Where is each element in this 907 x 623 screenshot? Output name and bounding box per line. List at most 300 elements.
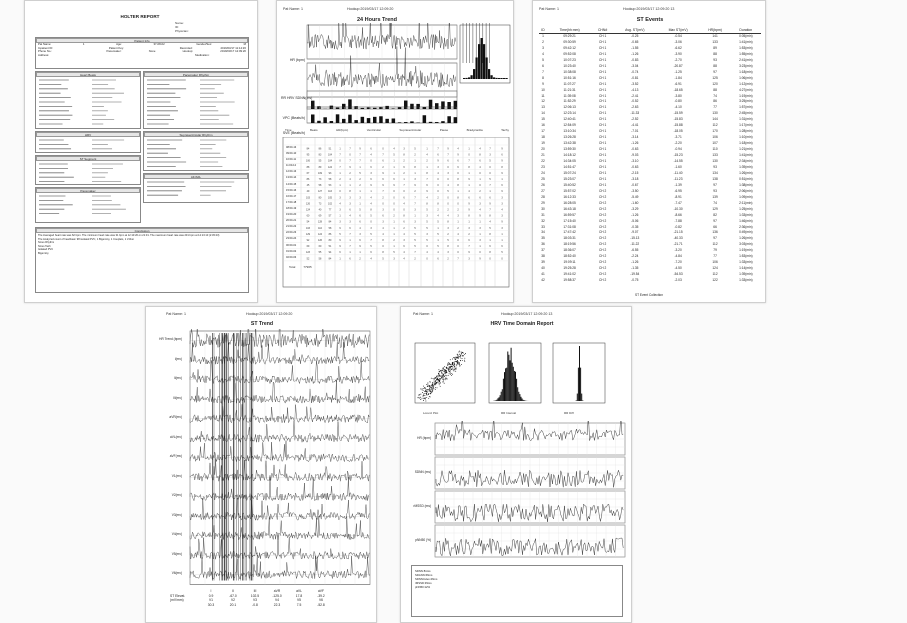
lorenz-point <box>454 363 455 364</box>
table-cell: 6 <box>393 178 395 181</box>
table-cell: 69 <box>318 214 322 218</box>
st-event-cell: 32 <box>541 218 545 223</box>
table-cell: 1 <box>359 165 361 169</box>
heart-beats-box <box>35 71 141 129</box>
st-event-cell: -3.10 <box>631 159 639 164</box>
lorenz-point <box>428 394 429 395</box>
st-event-cell: CH 2 <box>598 224 607 229</box>
st-event-cell: -0.80 <box>674 99 682 104</box>
trend-bar <box>373 108 377 109</box>
lorenz-point <box>427 386 428 387</box>
st-event-row[interactable] <box>539 278 761 284</box>
col-time: Time <box>285 128 292 132</box>
table-cell: 0 <box>437 178 439 181</box>
supraventricular-lines <box>144 137 250 171</box>
st-event-cell: 18:52:40 <box>563 254 576 259</box>
st-event-cell: 1:21(min) <box>739 147 753 152</box>
lorenz-point <box>455 369 456 370</box>
lorenz-point <box>428 393 429 394</box>
lorenz-point <box>430 391 431 392</box>
st-event-cell: -0.75 <box>631 278 639 283</box>
st-event-cell: 3:03(min) <box>739 242 753 247</box>
table-cell: 8 <box>370 208 372 212</box>
st-event-cell: 2:36(min) <box>739 224 753 229</box>
table-cell: 55 <box>318 159 322 163</box>
lorenz-point <box>443 369 444 370</box>
st-event-cell: 3:23(min) <box>739 63 753 68</box>
st-event-cell: -2.24 <box>631 254 639 259</box>
hookup-label: Hookup:2019/03/17 12:09:20 13 <box>501 312 553 316</box>
st-lead-trace <box>190 342 369 364</box>
st-event-cell: 20 <box>541 147 545 152</box>
lorenz-point <box>429 381 430 382</box>
patient-info-rows <box>36 43 248 57</box>
st-event-cell: 15:57:02 <box>563 188 576 193</box>
lorenz-point <box>423 396 424 397</box>
st-event-cell: CH 2 <box>598 272 607 277</box>
st-event-cell: 10:38:08 <box>563 69 576 74</box>
st-event-cell: 24 <box>541 170 545 175</box>
table-cell: 8 <box>349 190 351 194</box>
st-lead-label: V2(mv) <box>171 493 182 497</box>
stat-cell: V1 <box>208 598 214 603</box>
patient-cell: Gender/Sex: <box>196 42 213 46</box>
table-cell: 7 <box>426 178 428 181</box>
table-cell: 8 <box>479 153 481 157</box>
lorenz-point <box>436 382 437 383</box>
histogram-bar <box>498 78 500 79</box>
table-cell: 60 <box>318 245 322 249</box>
lorenz-point <box>455 359 456 360</box>
lorenz-point <box>431 388 432 389</box>
hookup-label: Hookup:2019/03/17 12:09:20 13 <box>623 7 675 11</box>
lorenz-point <box>450 374 451 375</box>
hrv-distribution-charts <box>401 329 632 424</box>
st-event-cell: 14:18:12 <box>563 153 576 158</box>
st-event-cell: 4:27(min) <box>739 87 753 92</box>
stat-cell: III <box>253 589 257 593</box>
st-event-cell: 77 <box>713 254 717 259</box>
lorenz-point <box>462 352 463 353</box>
trend-time-cell: 09:00-10 <box>286 152 297 156</box>
st-event-cell: 130 <box>712 111 718 116</box>
trend-time-cell: 19:00-20 <box>286 213 297 217</box>
table-cell: 9 <box>349 165 351 169</box>
table-cell: 3 <box>349 220 351 224</box>
trend-bar <box>317 121 321 123</box>
lorenz-point <box>419 398 420 399</box>
table-cell: 2 <box>403 159 405 163</box>
st-event-cell: -7.47 <box>674 200 682 205</box>
stat-cell: V6 <box>318 598 324 603</box>
hrv-trace <box>436 538 623 556</box>
st-event-cell: 11:52:29 <box>563 99 576 104</box>
st-event-cell: -6.55 <box>631 248 639 253</box>
trend-24h-title: 24 Hours Trend <box>356 17 398 23</box>
lorenz-point <box>427 384 428 385</box>
rr-interval-bar <box>510 360 511 401</box>
trend-bar <box>348 99 352 109</box>
table-cell: 2 <box>447 257 449 261</box>
lorenz-point <box>463 353 464 354</box>
hrv-box <box>35 131 141 153</box>
st-event-cell: 16 <box>541 123 545 128</box>
histogram-bar <box>496 78 498 79</box>
table-cell: 6 <box>370 251 372 255</box>
table-cell: 1 <box>359 251 361 255</box>
lorenz-point <box>439 375 440 376</box>
lorenz-point <box>464 361 465 362</box>
st-event-cell: 18:36:07 <box>563 248 576 253</box>
st-event-cell: 66 <box>713 224 717 229</box>
table-cell: 8 <box>501 165 503 169</box>
st-event-cell: 1:46(min) <box>739 218 753 223</box>
lorenz-point <box>438 373 439 374</box>
st-segment-header: ST Segment <box>36 156 140 161</box>
st-event-cell: -0.74 <box>631 69 639 74</box>
st-event-cell: 12:40:41 <box>563 117 576 122</box>
table-cell: 4 <box>468 190 470 194</box>
st-event-cell: 9 <box>542 81 544 86</box>
st-event-cell: 1:26(min) <box>739 170 753 175</box>
table-cell: 86 <box>306 178 310 181</box>
rr-interval-bar <box>524 400 525 401</box>
lorenz-point <box>435 377 436 378</box>
lorenz-point <box>430 390 431 391</box>
rr-interval-bar <box>505 368 506 401</box>
lorenz-point <box>431 385 432 386</box>
table-cell: 2 <box>382 196 384 200</box>
af-lines <box>144 179 250 203</box>
st-event-cell: 42 <box>541 278 545 283</box>
table-cell: 1 <box>489 239 491 242</box>
table-cell: 9 <box>393 184 395 188</box>
table-cell: 3 <box>403 239 405 242</box>
table-cell: 2 <box>426 159 428 163</box>
st-event-cell: -3.20 <box>674 248 682 253</box>
lorenz-point <box>433 388 434 389</box>
table-cell: 1 <box>468 220 470 224</box>
lorenz-point <box>433 387 434 388</box>
st-event-cell: 97 <box>713 236 717 241</box>
table-cell: 123 <box>306 251 310 255</box>
st-event-cell: CH 1 <box>598 99 607 104</box>
st-event-cell: 31 <box>541 212 545 217</box>
table-cell: 5 <box>414 239 416 242</box>
trend-bar <box>385 119 389 123</box>
table-cell: 3 <box>403 147 405 151</box>
lorenz-point <box>458 362 459 363</box>
rr-interval-label: RR Interval <box>501 411 517 415</box>
table-cell: 4 <box>370 202 372 206</box>
lorenz-point <box>422 392 423 393</box>
trend-time-cell: 08:00-13 <box>286 146 297 149</box>
table-cell: 4 <box>457 232 459 236</box>
trend-bar <box>435 122 439 123</box>
table-cell: 104 <box>328 159 332 163</box>
st-event-cell: -3.04 <box>631 63 639 68</box>
total-value: 77965 <box>303 265 312 269</box>
lorenz-point <box>420 394 421 395</box>
st-column-header: ID <box>539 27 547 34</box>
trend-bar <box>447 116 451 123</box>
st-event-cell: 17:15:40 <box>563 218 576 223</box>
table-cell: 3 <box>479 239 481 242</box>
trend-bar <box>398 122 402 123</box>
lorenz-point <box>461 352 462 353</box>
st-trend-page[interactable] <box>145 306 377 623</box>
lorenz-point <box>442 373 443 374</box>
stat-row-label <box>170 603 200 608</box>
table-cell: 116 <box>328 190 332 194</box>
lorenz-point <box>433 378 434 379</box>
lorenz-point <box>424 391 425 392</box>
trend-bar <box>423 107 427 109</box>
st-event-cell: -11.40 <box>673 170 683 175</box>
lorenz-point <box>423 398 424 399</box>
table-cell: 6 <box>479 159 481 163</box>
table-cell: 0 <box>489 171 491 175</box>
table-cell: 1 <box>339 214 341 218</box>
st-event-cell: CH 2 <box>598 248 607 253</box>
st-event-cell: 124 <box>712 266 718 271</box>
hrv-lines <box>36 137 142 153</box>
pat-name-label: Pat Name: 1 <box>283 7 303 11</box>
st-event-cell: -1.84 <box>674 75 682 80</box>
hrv-time-domain-page[interactable] <box>400 306 632 623</box>
lorenz-point <box>445 378 446 379</box>
lorenz-point <box>423 395 424 396</box>
stat-cell: V4 <box>274 598 280 603</box>
st-event-cell: 1:38(min) <box>739 182 753 187</box>
lorenz-point <box>443 374 444 375</box>
st-event-cell: -3.80 <box>674 93 682 98</box>
table-cell: 7 <box>414 202 416 206</box>
table-cell: 4 <box>426 196 428 200</box>
table-cell: 58 <box>318 184 322 188</box>
st-event-cell: 1:39(min) <box>739 272 753 277</box>
table-cell: 5 <box>426 208 428 212</box>
st-event-cell: -4.50 <box>674 266 682 271</box>
holter-report-page[interactable] <box>24 0 258 303</box>
lorenz-point <box>458 352 459 353</box>
table-cell: 5 <box>393 251 395 255</box>
table-cell: 4 <box>437 171 439 175</box>
lorenz-point <box>456 367 457 368</box>
table-cell: 9 <box>468 202 470 206</box>
rr-diff-bar <box>578 368 579 401</box>
trend-time-cell: 14:00-15 <box>286 182 297 186</box>
st-event-cell: 1:26(min) <box>739 236 753 241</box>
st-events-body <box>539 34 761 285</box>
histogram-bar <box>488 69 490 79</box>
trend-24h-chart <box>277 23 514 135</box>
st-events-title: ST Events <box>636 17 664 23</box>
table-cell: 86 <box>328 232 332 236</box>
pat-name-label: Pat Name: 1 <box>413 312 433 316</box>
st-event-cell: 5 <box>542 57 544 62</box>
st-event-cell: 4 <box>542 51 544 56</box>
rr-interval-bar <box>514 371 515 401</box>
table-cell: 6 <box>349 257 351 261</box>
st-event-cell: -2.70 <box>674 57 682 62</box>
table-cell: 3 <box>489 153 491 157</box>
table-cell: 77 <box>328 208 332 212</box>
st-event-cell: -21.71 <box>673 242 683 247</box>
lorenz-point <box>457 354 458 355</box>
table-cell: 1 <box>414 171 416 175</box>
rr-diff-bar <box>579 346 580 401</box>
st-event-cell: 37 <box>541 248 545 253</box>
rr-diff-bar <box>580 368 581 401</box>
lorenz-point <box>464 354 465 355</box>
table-cell: 9 <box>339 239 341 242</box>
lorenz-point <box>440 370 441 371</box>
lorenz-point <box>444 373 445 374</box>
st-event-cell: 12 <box>541 99 545 104</box>
table-cell: 93 <box>328 171 332 175</box>
table-cell: 3 <box>349 202 351 206</box>
lorenz-point <box>452 374 453 375</box>
lorenz-point <box>434 384 435 385</box>
table-cell: 6 <box>426 184 428 188</box>
stat-cell: II <box>232 589 234 593</box>
stat-cell: -39.2 <box>317 593 325 598</box>
table-cell: 2 <box>359 178 361 181</box>
trend-time-cell: 20:00-21 <box>286 219 297 223</box>
table-cell: 1 <box>359 190 361 194</box>
rr-interval-bar <box>501 392 502 401</box>
lorenz-point <box>439 381 440 382</box>
st-event-cell: CH 1 <box>598 63 607 68</box>
table-cell: 9 <box>359 147 361 151</box>
table-cell: 3 <box>349 196 351 200</box>
lorenz-point <box>440 379 441 380</box>
lorenz-point <box>432 391 433 392</box>
st-event-cell: -3.14 <box>631 135 639 140</box>
st-event-cell: 1:25(min) <box>739 206 753 211</box>
lorenz-point <box>443 379 444 380</box>
trend-bar <box>367 118 371 123</box>
table-cell: 6 <box>339 251 341 255</box>
st-event-cell: CH 2 <box>598 254 607 259</box>
st-event-cell: CH 2 <box>598 266 607 271</box>
lorenz-point <box>442 370 443 371</box>
lorenz-point <box>459 364 460 365</box>
table-cell: 3 <box>447 251 449 255</box>
table-cell: 8 <box>382 239 384 242</box>
st-event-cell: CH 2 <box>598 278 607 283</box>
trend-24h-page[interactable] <box>276 0 514 303</box>
trend-bar <box>330 121 334 123</box>
st-event-cell: 97 <box>713 218 717 223</box>
st-event-cell: -1.35 <box>631 266 639 271</box>
table-cell: 2 <box>339 178 341 181</box>
table-cell: 103 <box>306 226 310 230</box>
trend-bar <box>311 114 315 123</box>
st-event-cell: -15.83 <box>673 117 683 122</box>
st-lead-label: V5(mv) <box>171 551 182 556</box>
table-cell: 4 <box>359 226 361 230</box>
table-cell: 3 <box>447 171 449 175</box>
table-cell: 4 <box>349 214 351 218</box>
st-lead-label: aVF(mv) <box>169 454 182 458</box>
lorenz-point <box>440 382 441 383</box>
trend-bar <box>311 101 315 109</box>
table-cell: 3 <box>468 257 470 261</box>
st-event-cell: 88 <box>713 87 717 92</box>
lorenz-point <box>435 387 436 388</box>
table-cell: 0 <box>447 178 449 181</box>
table-cell: 0 <box>479 251 481 255</box>
table-cell: 5 <box>370 214 372 218</box>
table-cell: 8 <box>426 171 428 175</box>
st-event-cell: 17 <box>541 129 545 134</box>
trend-time-cell: 02:00-03 <box>286 255 297 259</box>
st-event-cell: 1:31(min) <box>739 117 753 122</box>
table-cell: 7 <box>349 245 351 249</box>
table-cell: 1 <box>479 178 481 181</box>
table-cell: 124 <box>318 232 322 236</box>
table-cell: 1 <box>457 190 459 194</box>
conclusion-line: The Averaged heart rate was 62 bpm. The minimum heart rate was 31 bpm at 12:13:20 on 21:31. The maximum heart rate was 231 bpm at 12:13:13 (2:45:23) <box>38 234 220 237</box>
stat-cell: V3 <box>252 598 258 603</box>
table-cell: 8 <box>447 220 449 224</box>
lorenz-point <box>431 392 432 393</box>
st-event-cell: -4.13 <box>631 87 639 92</box>
st-lead-label: III(mv) <box>172 395 182 400</box>
lorenz-point <box>425 399 426 400</box>
trend-time-cell: 15:00-16 <box>286 188 297 192</box>
lorenz-point <box>443 375 444 376</box>
st-event-cell: 1:06(min) <box>739 75 753 80</box>
holter-report-title: HOLTER REPORT <box>120 14 160 19</box>
table-cell: 1 <box>489 190 491 194</box>
lorenz-point <box>423 388 424 389</box>
st-event-cell: 86 <box>713 99 717 104</box>
trend-bar <box>410 104 414 109</box>
table-cell: 1 <box>457 220 459 224</box>
table-cell: 9 <box>501 159 503 163</box>
table-cell: 92 <box>306 239 310 242</box>
st-event-cell: 15 <box>541 117 545 122</box>
st-events-page[interactable] <box>532 0 766 303</box>
lorenz-point <box>431 389 432 390</box>
st-event-cell: -0.35 <box>631 224 639 229</box>
total-label: Total <box>289 265 296 269</box>
st-event-cell: -4.84 <box>674 254 682 259</box>
st-event-cell: 10 <box>541 87 545 92</box>
table-cell: 0 <box>437 190 439 194</box>
table-cell: 0 <box>403 208 405 212</box>
st-event-cell: 74 <box>713 93 717 98</box>
table-cell: 2 <box>393 239 395 242</box>
table-cell: 8 <box>457 196 459 200</box>
table-cell: 1 <box>349 239 351 242</box>
rr-interval-bar <box>515 372 516 401</box>
lorenz-point <box>448 364 449 365</box>
patient-info-box <box>35 37 249 69</box>
lorenz-point <box>422 398 423 399</box>
table-cell: 57 <box>328 214 332 218</box>
table-cell: 4 <box>479 208 481 212</box>
st-event-cell: -0.63 <box>631 147 639 152</box>
rr-diff-label: RR Diff <box>564 411 574 415</box>
lorenz-point <box>427 391 428 392</box>
st-event-cell: 27 <box>541 188 545 193</box>
table-cell: 2 <box>349 171 351 175</box>
rr-interval-bar <box>518 392 519 401</box>
